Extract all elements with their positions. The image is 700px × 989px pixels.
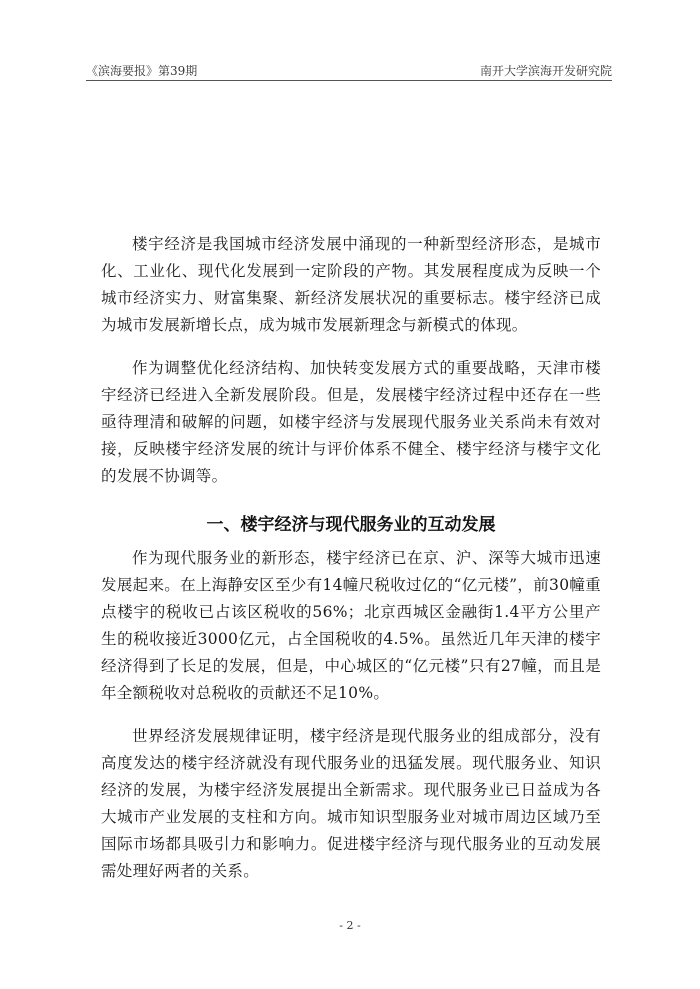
document-body xyxy=(101,231,601,901)
running-header xyxy=(86,62,612,81)
institute-name: 南开大学滨海开发研究院 xyxy=(479,64,612,78)
section-paragraph-2: 世界经济发展规律证明，楼宇经济是现代服务业的组成部分，没有高度发达的楼宇经济就没有现代服务业的迅猛发展。现代服务业、知识经济的发展，为楼宇经济发展提出全新需求。现代服务业已日益成为各大城市产业发展的支柱和方向。城市知识型服务业对城市周边区域乃至国际市场都具吸引力和影响力。促进楼宇经济与现代服务业的互动发展需处理好两者的关系。 xyxy=(101,727,601,880)
intro-paragraph-2: 作为调整优化经济结构、加快转变发展方式的重要战略，天津市楼宇经济已经进入全新发展阶段。但是，发展楼宇经济过程中还存在一些亟待理清和破解的问题，如楼宇经济与发展现代服务业关系尚未有效对接，反映楼宇经济发展的统计与评价体系不健全、楼宇经济与楼宇文化的发展不协调等。 xyxy=(101,359,601,485)
section-heading: 一、楼宇经济与现代服务业的互动发展 xyxy=(206,515,496,535)
page-number: - 2 - xyxy=(339,919,361,932)
publication-issue: 《滨海要报》第39期 xyxy=(86,64,198,78)
intro-paragraph-1: 楼宇经济是我国城市经济发展中涌现的一种新型经济形态，是城市化、工业化、现代化发展到一定阶段的产物。其发展程度成为反映一个城市经济实力、财富集聚、新经济发展状况的重要标志。楼宇经济已成为城市发展新增长点，成为城市发展新理念与新模式的体现。 xyxy=(101,235,601,334)
section-paragraph-1: 作为现代服务业的新形态，楼宇经济已在京、沪、深等大城市迅速发展起来。在上海静安区至少有14幢尺税收过亿的“亿元楼”，前30幢重点楼宇的税收已占该区税收的56%；北京西城区金融街1.4平方公里产生的税收接近3000亿元，占全国税收的4.5%。虽然近几年天津的楼宇经济得到了长足的发展，但是，中心城区的“亿元楼”只有27幢，而且是年全额税收对总税收的贡献还不足10%。 xyxy=(101,549,601,702)
